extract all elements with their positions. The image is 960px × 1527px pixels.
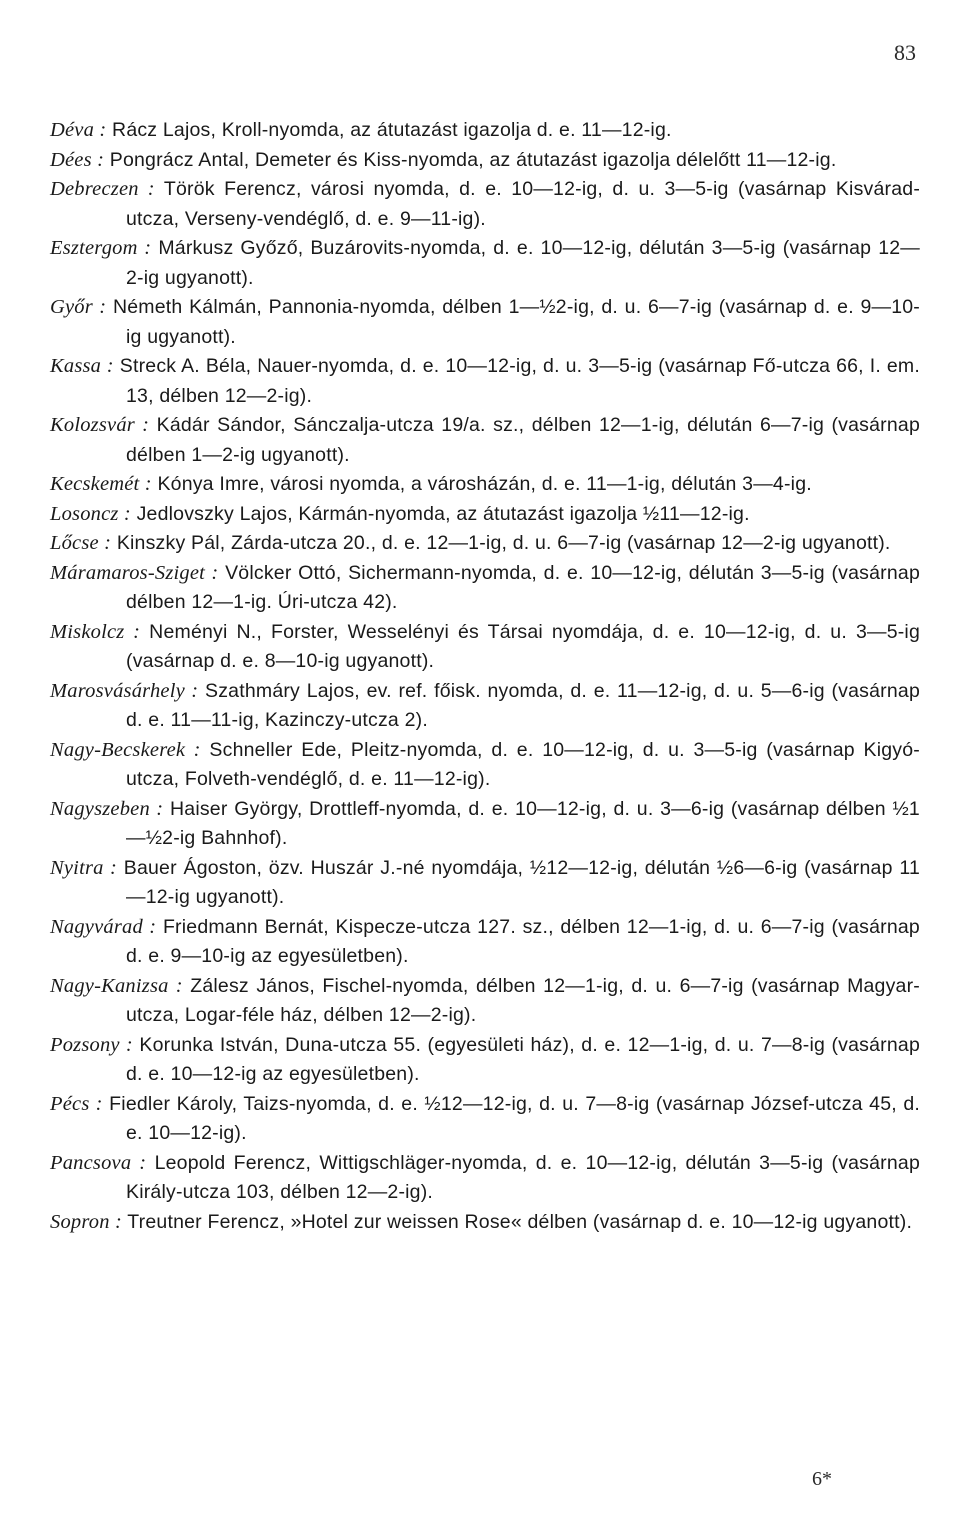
entry-locse xyxy=(50,529,920,559)
entry-text: Schneller Ede, Pleitz-nyomda, d. e. 10—12-ig, d. u. 3—5-ig (vasárnap Kigyó-utcza, Folveth-vendéglő, d. e. 11—12-ig). xyxy=(126,738,920,790)
entry-text: Jedlovszky Lajos, Kármán-nyomda, az átutazást igazolja ½11—12-ig. xyxy=(136,502,750,525)
entry-place: Nagy-Becskerek : xyxy=(50,738,201,761)
entry-text: Pongrácz Antal, Demeter és Kiss-nyomda, az átutazást igazolja délelőtt 11—12-ig. xyxy=(109,148,837,171)
entry-miskolcz xyxy=(50,618,920,677)
entry-place: Máramaros-Sziget : xyxy=(50,561,219,584)
entry-place: Dées : xyxy=(50,148,105,171)
entry-place: Losoncz : xyxy=(50,502,131,525)
entry-place: Pancsova : xyxy=(50,1151,147,1174)
entry-place: Marosvásárhely : xyxy=(50,679,199,702)
entry-place: Kecskemét : xyxy=(50,473,152,495)
entry-text: Kónya Imre, városi nyomda, a városházán, d. e. 11—1-ig, délután 3—4-ig. xyxy=(157,473,812,495)
entry-place: Esztergom : xyxy=(50,237,152,259)
entry-nagy-becskerek xyxy=(50,736,920,795)
entry-text: Fiedler Károly, Taizs-nyomda, d. e. ½12—12-ig, d. u. 7—8-ig (vasárnap József-utcza 45, d. e. 10—12-ig). xyxy=(109,1092,920,1144)
entry-text: Rácz Lajos, Kroll-nyomda, az átutazást igazolja d. e. 11—12-ig. xyxy=(112,119,672,141)
page-number: 83 xyxy=(894,40,916,65)
entry-text: Treutner Ferencz, »Hotel zur weissen Rose« délben (vasárnap d. e. 10—12-ig ugyanott). xyxy=(127,1210,913,1233)
entry-kolozsvar xyxy=(50,411,920,470)
entry-place: Pozsony : xyxy=(50,1033,133,1056)
entry-marosvasarhely xyxy=(50,677,920,736)
entry-list xyxy=(50,116,920,1237)
entry-place: Nagyszeben : xyxy=(50,797,164,820)
entry-text: Friedmann Bernát, Kispecze-utcza 127. sz., délben 12—1-ig, d. u. 6—7-ig (vasárnap d. e. 9—10-ig az egyesületben). xyxy=(126,915,920,967)
entry-pozsony xyxy=(50,1031,920,1090)
entry-place: Pécs : xyxy=(50,1092,103,1115)
entry-text: Németh Kálmán, Pannonia-nyomda, délben 1—½2-ig, d. u. 6—7-ig (vasárnap d. e. 9—10-ig ugyanott). xyxy=(112,296,920,348)
entry-place: Miskolcz : xyxy=(50,620,141,643)
entry-text: Leopold Ferencz, Wittigschläger-nyomda, d. e. 10—12-ig, délután 3—5-ig (vasárnap Király-utcza 103, délben 12—2-ig). xyxy=(126,1151,921,1203)
entry-place: Nagy-Kanizsa : xyxy=(50,974,183,997)
entry-text: Korunka István, Duna-utcza 55. (egyesületi ház), d. e. 12—1-ig, d. u. 7—8-ig (vasárnap d. e. 10—12-ig az egyesületben). xyxy=(126,1033,920,1085)
entry-deva xyxy=(50,116,920,146)
entry-text: Kinszky Pál, Zárda-utcza 20., d. e. 12—1-ig, d. u. 6—7-ig (vasárnap 12—2-ig ugyanott). xyxy=(116,532,891,554)
entry-pancsova xyxy=(50,1149,920,1208)
entry-dees xyxy=(50,146,920,176)
entry-nagyvarad xyxy=(50,913,920,972)
entry-text: Szathmáry Lajos, ev. ref. főisk. nyomda, d. e. 11—12-ig, d. u. 5—6-ig (vasárnap d. e. 11—11-ig, Kazinczy-utcza 2). xyxy=(126,679,920,731)
entry-text: Völcker Ottó, Sichermann-nyomda, d. e. 10—12-ig, délután 3—5-ig (vasárnap délben 12—1-ig. Úri-utcza 42). xyxy=(126,561,920,613)
entry-esztergom xyxy=(50,234,920,293)
entry-kassa xyxy=(50,352,920,411)
signature-mark: 6* xyxy=(812,1468,832,1490)
entry-place: Kassa : xyxy=(50,355,114,377)
entry-place: Kolozsvár : xyxy=(50,414,150,436)
entry-nagy-kanizsa xyxy=(50,972,920,1031)
entry-kecskemet xyxy=(50,470,920,500)
entry-nagyszeben xyxy=(50,795,920,854)
entry-debreczen xyxy=(50,175,920,234)
entry-text: Haiser György, Drottleff-nyomda, d. e. 10—12-ig, d. u. 3—6-ig (vasárnap délben ½1—½2-ig Bahnhof). xyxy=(126,797,920,849)
entry-text: Kádár Sándor, Sánczalja-utcza 19/a. sz., délben 12—1-ig, délután 6—7-ig (vasárnap délben 1—2-ig ugyanott). xyxy=(126,414,920,466)
entry-place: Nagyvárad : xyxy=(50,915,157,938)
entry-place: Déva : xyxy=(50,119,107,141)
entry-place: Sopron : xyxy=(50,1210,123,1233)
entry-place: Nyitra : xyxy=(50,856,118,879)
entry-sopron xyxy=(50,1208,920,1238)
entry-text: Márkusz Győző, Buzárovits-nyomda, d. e. 10—12-ig, délután 3—5-ig (vasárnap 12—2-ig ugyanott). xyxy=(126,237,921,289)
entry-gyor xyxy=(50,293,920,352)
entry-nyitra xyxy=(50,854,920,913)
entry-place: Lőcse : xyxy=(50,532,112,554)
entry-losoncz xyxy=(50,500,920,530)
entry-pecs xyxy=(50,1090,920,1149)
entry-place: Győr : xyxy=(50,296,107,318)
entry-text: Zálesz János, Fischel-nyomda, délben 12—1-ig, d. u. 6—7-ig (vasárnap Magyar-utcza, Logar-féle ház, délben 12—2-ig). xyxy=(126,974,920,1026)
entry-maramaros-sziget xyxy=(50,559,920,618)
entry-text: Neményi N., Forster, Wesselényi és Társai nyomdája, d. e. 10—12-ig, d. u. 3—5-ig (vasárnap d. e. 8—10-ig ugyanott). xyxy=(126,620,921,672)
entry-place: Debreczen : xyxy=(50,178,155,200)
entry-text: Bauer Ágoston, özv. Huszár J.-né nyomdája, ½12—12-ig, délután ½6—6-ig (vasárnap 11—12-ig ugyanott). xyxy=(123,856,920,908)
entry-text: Streck A. Béla, Nauer-nyomda, d. e. 10—12-ig, d. u. 3—5-ig (vasárnap Fő-utcza 66, I. em. 13, délben 12—2-ig). xyxy=(119,355,920,407)
entry-text: Török Ferencz, városi nyomda, d. e. 10—12-ig, d. u. 3—5-ig (vasárnap Kisvárad-utcza, Verseny-vendéglő, d. e. 9—11-ig). xyxy=(126,178,921,230)
